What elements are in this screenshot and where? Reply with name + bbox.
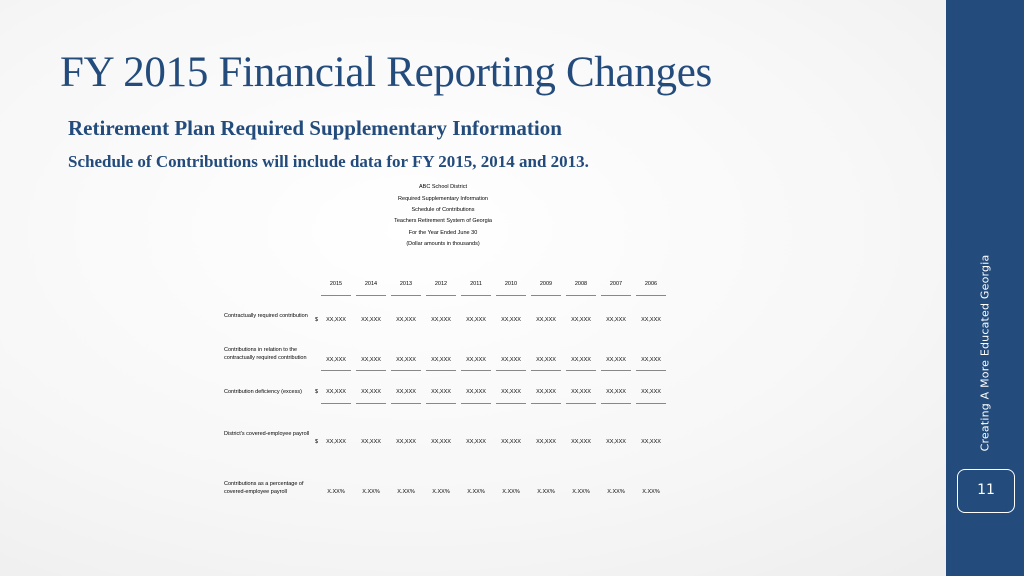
year-column-header: 2008 (574, 281, 588, 287)
row-label: District's covered-employee payroll (224, 431, 310, 437)
year-column-header: 2006 (644, 281, 658, 287)
cell-underline (636, 370, 666, 371)
cell-underline (426, 403, 456, 404)
dollar-sign: $ (315, 317, 319, 323)
header-underline (426, 295, 456, 296)
year-column-header: 2012 (434, 281, 448, 287)
table-cell: XX,XXX (641, 357, 661, 363)
table-cell: XX,XXX (396, 389, 416, 395)
cell-underline (356, 403, 386, 404)
table-cell: XX,XXX (396, 317, 416, 323)
schedule-district-name: ABC School District (419, 184, 467, 190)
table-cell: XX,XXX (606, 357, 626, 363)
table-cell: X.XX% (607, 489, 625, 495)
schedule-header-line: (Dollar amounts in thousands) (406, 241, 480, 247)
year-column-header: 2009 (539, 281, 553, 287)
table-cell: XX,XXX (536, 357, 556, 363)
cell-underline (531, 403, 561, 404)
table-cell: XX,XXX (466, 317, 486, 323)
row-label: Contractually required contribution (224, 313, 308, 319)
header-underline (601, 295, 631, 296)
table-cell: XX,XXX (501, 317, 521, 323)
table-cell: X.XX% (327, 489, 345, 495)
table-cell: XX,XXX (536, 439, 556, 445)
schedule-header-line: Schedule of Contributions (411, 207, 475, 213)
table-cell: X.XX% (432, 489, 450, 495)
year-column-header: 2007 (609, 281, 623, 287)
header-underline (636, 295, 666, 296)
cell-underline (321, 403, 351, 404)
table-cell: XX,XXX (571, 389, 591, 395)
table-cell: XX,XXX (326, 389, 346, 395)
table-cell: XX,XXX (536, 389, 556, 395)
year-column-header: 2010 (504, 281, 518, 287)
table-cell: X.XX% (397, 489, 415, 495)
cell-underline (531, 370, 561, 371)
header-underline (566, 295, 596, 296)
table-cell: XX,XXX (431, 357, 451, 363)
table-cell: XX,XXX (326, 357, 346, 363)
cell-underline (461, 403, 491, 404)
table-cell: XX,XXX (501, 389, 521, 395)
table-cell: XX,XXX (361, 317, 381, 323)
schedule-header-line: Required Supplementary Information (398, 196, 488, 202)
schedule-header-line: Teachers Retirement System of Georgia (394, 218, 492, 224)
table-cell: XX,XXX (361, 357, 381, 363)
header-underline (461, 295, 491, 296)
header-underline (496, 295, 526, 296)
table-cell: X.XX% (572, 489, 590, 495)
table-cell: X.XX% (537, 489, 555, 495)
table-cell: XX,XXX (571, 439, 591, 445)
table-cell: XX,XXX (431, 439, 451, 445)
row-label: Contributions as a percentage of covered-employee payroll (224, 481, 304, 495)
table-cell: XX,XXX (396, 439, 416, 445)
table-cell: XX,XXX (326, 439, 346, 445)
cell-underline (566, 403, 596, 404)
slide-title: FY 2015 Financial Reporting Changes (60, 49, 712, 96)
table-cell: X.XX% (642, 489, 660, 495)
cell-underline (636, 403, 666, 404)
year-column-header: 2011 (470, 281, 482, 287)
table-cell: XX,XXX (431, 389, 451, 395)
table-cell: X.XX% (362, 489, 380, 495)
slide-subheading: Schedule of Contributions will include data for FY 2015, 2014 and 2013. (68, 152, 589, 171)
table-cell: XX,XXX (501, 357, 521, 363)
cell-underline (321, 370, 351, 371)
table-cell: XX,XXX (501, 439, 521, 445)
header-underline (321, 295, 351, 296)
table-cell: XX,XXX (431, 317, 451, 323)
header-underline (356, 295, 386, 296)
cell-underline (601, 403, 631, 404)
cell-underline (461, 370, 491, 371)
table-cell: XX,XXX (571, 357, 591, 363)
cell-underline (566, 370, 596, 371)
year-column-header: 2015 (329, 281, 343, 287)
table-cell: XX,XXX (606, 439, 626, 445)
cell-underline (601, 370, 631, 371)
year-column-header: 2013 (399, 281, 413, 287)
header-underline (391, 295, 421, 296)
cell-underline (391, 403, 421, 404)
cell-underline (496, 370, 526, 371)
slide-subtitle: Retirement Plan Required Supplementary Information (68, 116, 562, 140)
row-label: Contributions in relation to the contractually required contribution (224, 347, 307, 361)
table-cell: XX,XXX (466, 439, 486, 445)
table-cell: XX,XXX (361, 439, 381, 445)
cell-underline (356, 370, 386, 371)
table-cell: XX,XXX (466, 389, 486, 395)
table-cell: XX,XXX (536, 317, 556, 323)
cell-underline (391, 370, 421, 371)
year-column-header: 2014 (364, 281, 378, 287)
table-cell: XX,XXX (641, 439, 661, 445)
page-number-badge: 11 (957, 469, 1015, 513)
cell-underline (496, 403, 526, 404)
row-label: Contribution deficiency (excess) (224, 389, 302, 395)
table-cell: XX,XXX (361, 389, 381, 395)
cell-underline (426, 370, 456, 371)
schedule-header-line: For the Year Ended June 30 (408, 230, 478, 236)
header-underline (531, 295, 561, 296)
dollar-sign: $ (315, 439, 319, 445)
table-cell: XX,XXX (606, 317, 626, 323)
dollar-sign: $ (315, 389, 319, 395)
table-cell: XX,XXX (396, 357, 416, 363)
table-cell: XX,XXX (641, 317, 661, 323)
table-cell: XX,XXX (606, 389, 626, 395)
table-cell: X.XX% (502, 489, 520, 495)
table-cell: XX,XXX (571, 317, 591, 323)
table-cell: XX,XXX (641, 389, 661, 395)
sidebar-tagline: Creating A More Educated Georgia (978, 254, 992, 452)
table-cell: XX,XXX (326, 317, 346, 323)
table-cell: XX,XXX (466, 357, 486, 363)
table-cell: X.XX% (467, 489, 485, 495)
